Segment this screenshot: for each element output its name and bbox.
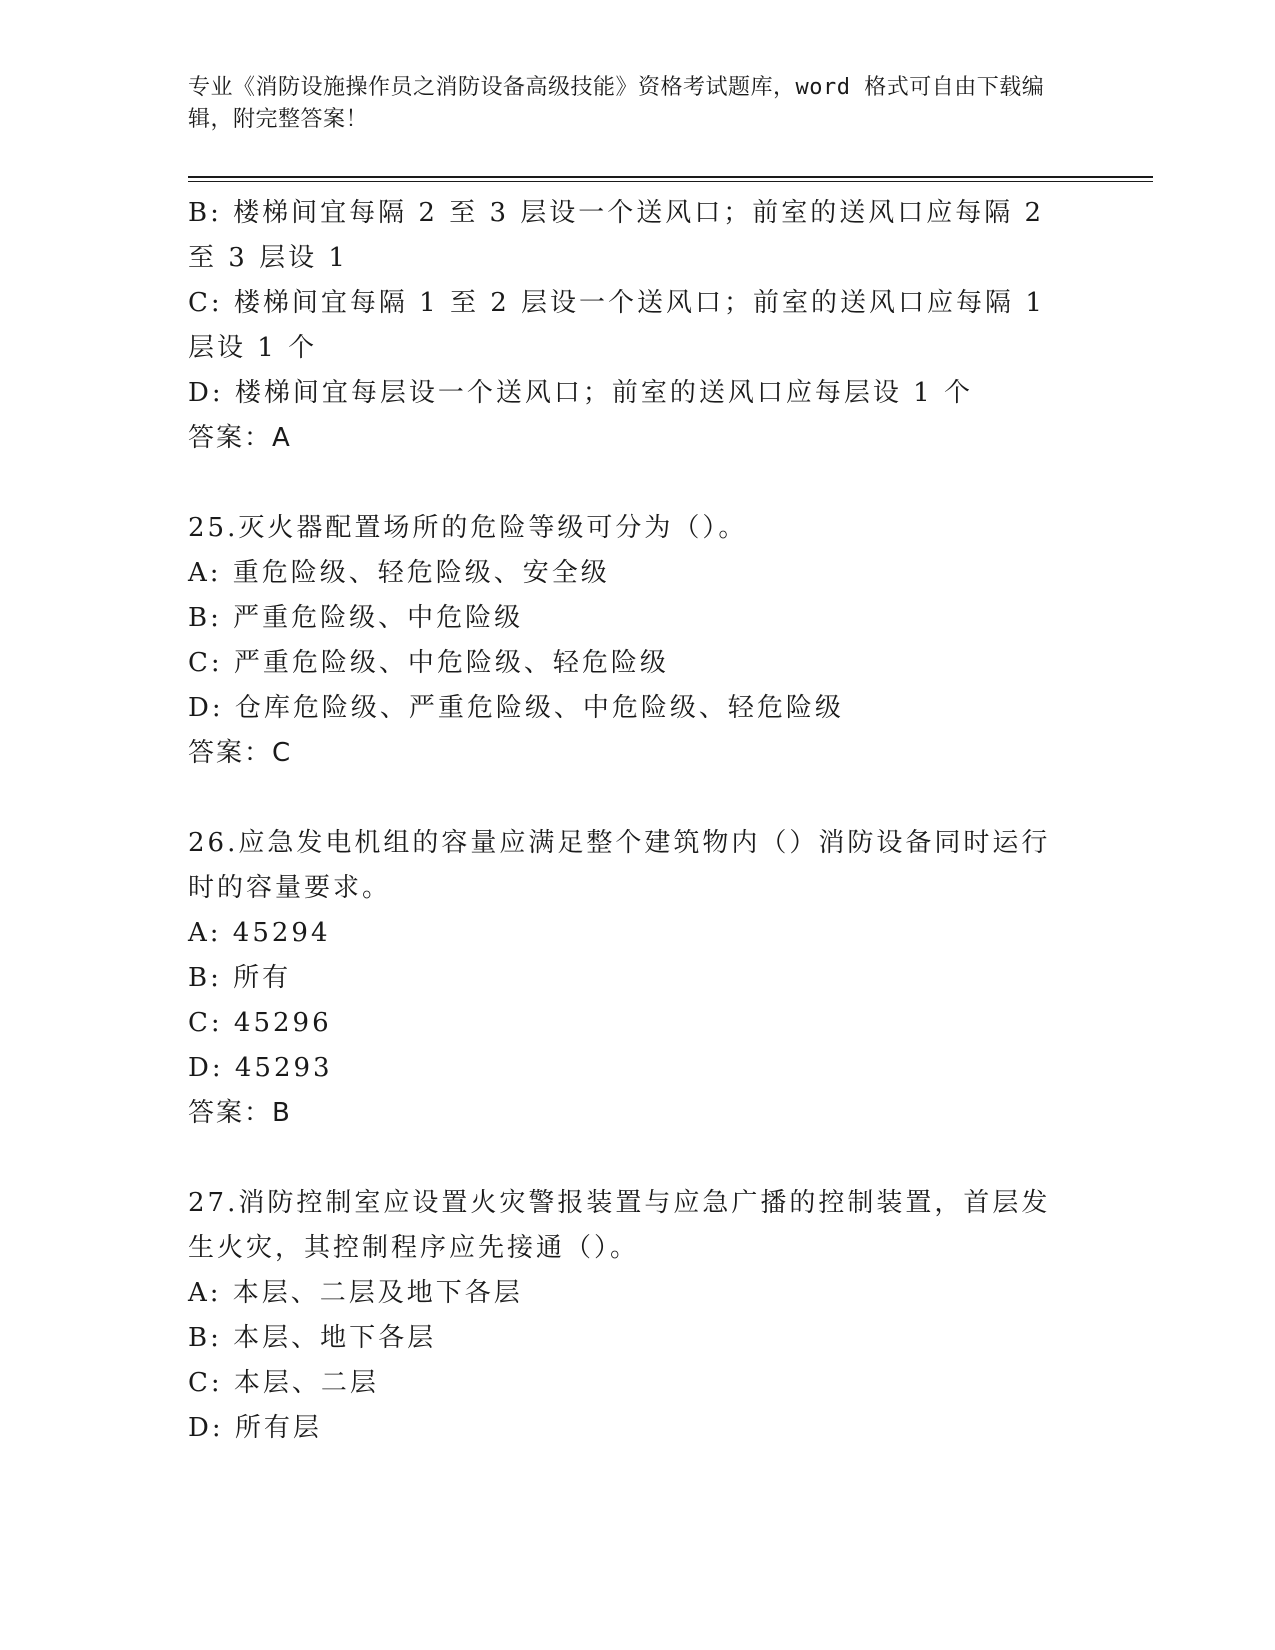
option-d: D: 楼梯间宜每层设一个送风口；前室的送风口应每层设 1 个 — [188, 378, 973, 408]
option-c: C: 楼梯间宜每隔 1 至 2 层设一个送风口；前室的送风口应每隔 1 层设 1 个 — [188, 288, 1045, 363]
option-b: B: 严重危险级、中危险级 — [188, 603, 524, 633]
option-b: B: 所有 — [188, 963, 292, 993]
continued-question — [188, 191, 1068, 461]
option-a: A: 45294 — [188, 918, 331, 948]
question-stem: 26.应急发电机组的容量应满足整个建筑物内（）消防设备同时运行时的容量要求。 — [188, 828, 1051, 903]
spacer — [188, 1136, 1068, 1181]
answer: 答案：C — [188, 738, 293, 768]
question-content — [188, 191, 1068, 1451]
question-25 — [188, 506, 1068, 776]
option-d: D: 仓库危险级、严重危险级、中危险级、轻危险级 — [188, 693, 844, 723]
header-rule-thick — [188, 176, 1153, 178]
option-c: C: 严重危险级、中危险级、轻危险级 — [188, 648, 669, 678]
spacer — [188, 461, 1068, 506]
option-b: B: 本层、地下各层 — [188, 1323, 437, 1353]
option-d: D: 45293 — [188, 1053, 333, 1083]
answer: 答案：B — [188, 1098, 292, 1128]
option-c: C: 45296 — [188, 1008, 332, 1038]
header-rule-thin — [188, 181, 1153, 182]
option-a: A: 本层、二层及地下各层 — [188, 1278, 523, 1308]
option-a: A: 重危险级、轻危险级、安全级 — [188, 558, 610, 588]
question-stem: 25.灭火器配置场所的危险等级可分为（）。 — [188, 513, 748, 543]
option-c: C: 本层、二层 — [188, 1368, 379, 1398]
option-d: D: 所有层 — [188, 1413, 322, 1443]
question-27 — [188, 1181, 1068, 1451]
question-stem: 27.消防控制室应设置火灾警报装置与应急广播的控制装置，首层发生火灾，其控制程序应先接通（）。 — [188, 1188, 1051, 1263]
question-26 — [188, 821, 1068, 1136]
page-header: 专业《消防设施操作员之消防设备高级技能》资格考试题库，word 格式可自由下载编辑，附完整答案！ — [188, 75, 1045, 132]
answer: 答案：A — [188, 423, 292, 453]
spacer — [188, 776, 1068, 821]
option-b: B: 楼梯间宜每隔 2 至 3 层设一个送风口；前室的送风口应每隔 2 至 3 层设 1 — [188, 198, 1045, 273]
